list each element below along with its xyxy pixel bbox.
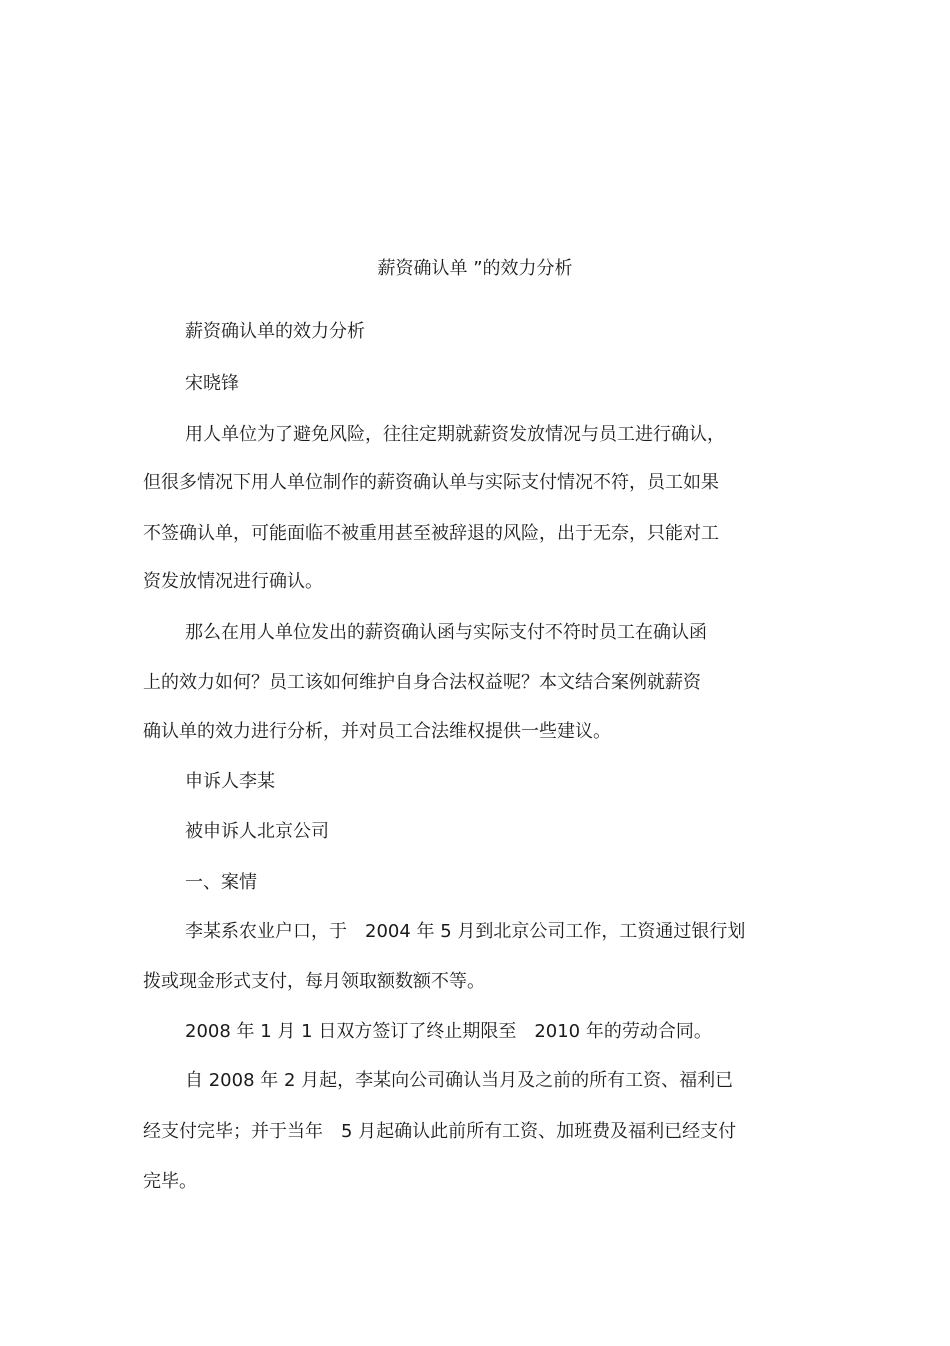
party-respondent: 被申诉人北京公司 xyxy=(185,821,329,842)
paragraph-line: 自 2008 年 2 月起，李某向公司确认当月及之前的所有工资、福利已 xyxy=(185,1070,734,1091)
paragraph-line: 完毕。 xyxy=(143,1171,197,1192)
paragraph-line: 上的效力如何？员工该如何维护自身合法权益呢？本文结合案例就薪资 xyxy=(143,672,701,693)
paragraph-line: 用人单位为了避免风险，往往定期就薪资发放情况与员工进行确认， xyxy=(185,424,725,445)
author-name: 宋晓锋 xyxy=(185,373,239,394)
document-title: 薪资确认单 ”的效力分析 xyxy=(377,258,573,279)
paragraph-line: 经支付完毕；并于当年 5 月起确认此前所有工资、加班费及福利已经支付 xyxy=(143,1121,737,1142)
paragraph-line: 但很多情况下用人单位制作的薪资确认单与实际支付情况不符，员工如果 xyxy=(143,472,719,493)
paragraph-line: 那么在用人单位发出的薪资确认函与实际支付不符时员工在确认函 xyxy=(185,622,707,643)
paragraph-line: 不签确认单，可能面临不被重用甚至被辞退的风险，出于无奈，只能对工 xyxy=(143,523,719,544)
paragraph-line: 资发放情况进行确认。 xyxy=(143,571,323,592)
party-applicant: 申诉人李某 xyxy=(185,771,275,792)
paragraph-line: 李某系农业户口，于 2004 年 5 月到北京公司工作，工资通过银行划 xyxy=(185,921,746,942)
paragraph-line: 2008 年 1 月 1 日双方签订了终止期限至 2010 年的劳动合同。 xyxy=(185,1021,712,1042)
paragraph-line: 拨或现金形式支付，每月领取额数额不等。 xyxy=(143,971,485,992)
document-subtitle: 薪资确认单的效力分析 xyxy=(185,321,365,342)
section-heading: 一、案情 xyxy=(185,872,257,893)
paragraph-line: 确认单的效力进行分析，并对员工合法维权提供一些建议。 xyxy=(143,721,611,742)
